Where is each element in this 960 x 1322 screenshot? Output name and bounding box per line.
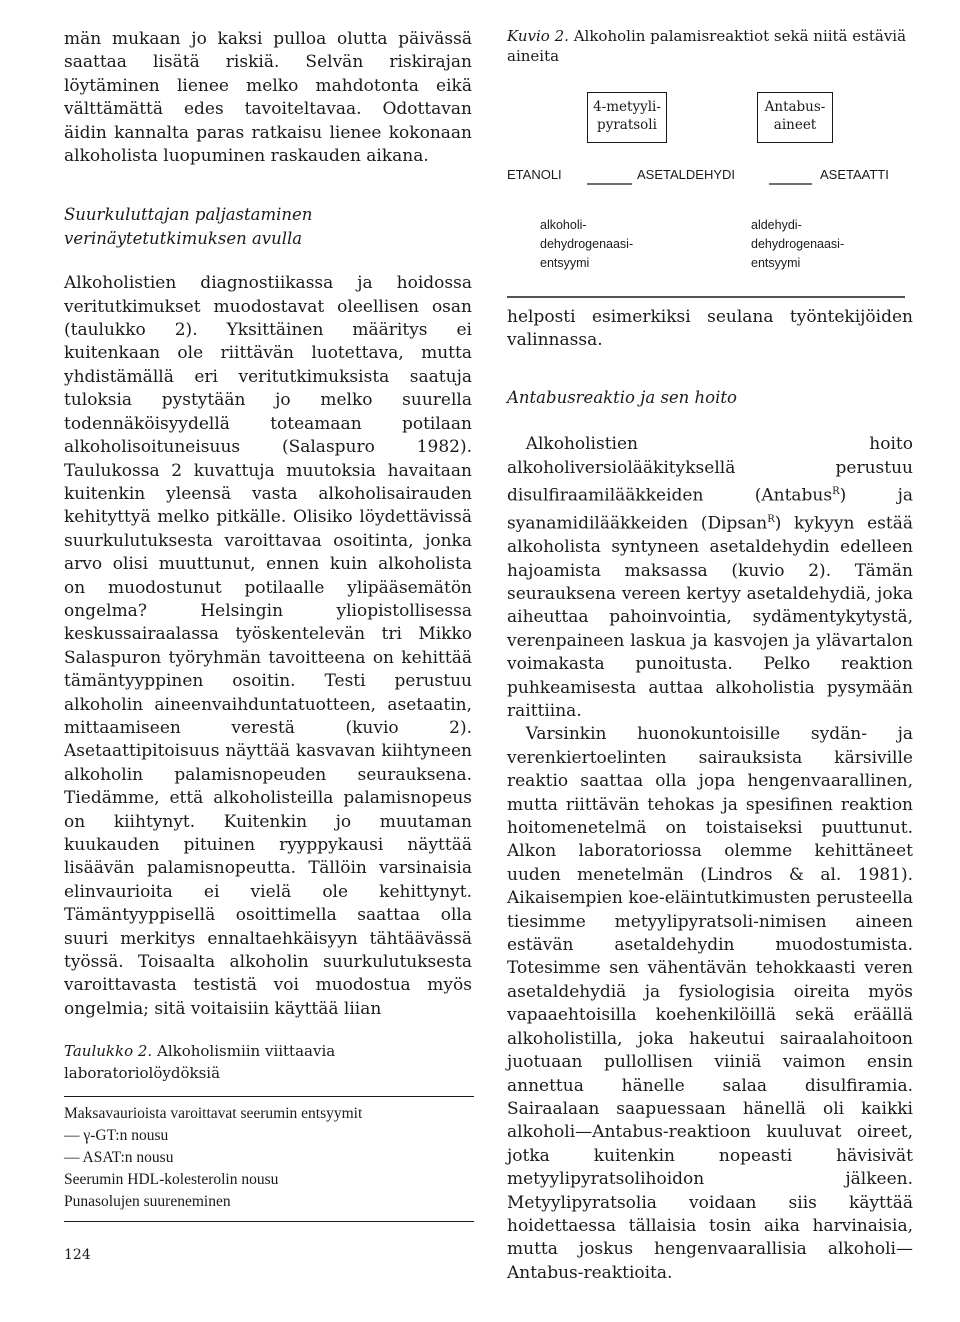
table-body	[64, 1097, 474, 1221]
enzyme-2-line-1: aldehydi-	[751, 218, 802, 232]
table-caption-text: Alkoholismiin viittaavia laboratoriolöydöksiä	[64, 1042, 336, 1082]
main-text: Alkoholistien diagnostiikassa ja hoidossa veritutkimukset muodostavat oleellisen osan (taulukko 2). Yksittäinen määritys ei kuitenkaan ole riittävän luotettava, mutta yhdistämällä eri veritutkimuksista saatuja tuloksia pystytään jo melko suurella todennäköisyydellä toteamaan potilaan alkoholisoituneisuus (Salaspuro 1982). Taulukossa 2 kuvattuja muutoksia havaitaan kuitenkin yleensä vasta alkoholisairauden kehityttyä melko pitkälle. Olisiko löydettävissä suurkulutuksesta varoittavaa osoitinta, jonka arvo olisi muuttunut, ennen kuin alkoholista on muodostunut potilaalle ylipääsemätön ongelma? Helsingin yliopistollisessa keskussairaalassa työskentelevän tri Mikko Salaspuron työryhmän tavoitteena on kehittää tämäntyyppinen osoitin. Testi perustuu alkoholin aineenvaihduntatuotteen, asetaatin, mittaamiseen verestä (kuvio 2). Asetaattipitoisuus näyttää kasvavan kiihtyneen alkoholin palamisnopeuden seurauksena. Tiedämme, että alkoholisteilla palamisnopeus on kiihtynyt. Kuitenkin jo muutaman kuukauden pituinen ryyppykausi näyttää lisäävän palamisnopeutta. Tällöin varsinaisia elinvaurioita ei vielä ole kehittynyt. Tämäntyyppisellä osoittimella saattaa olla suuri merkitys ennaltaehkäisyyn tähtäävässä työssä. Toisaalta alkoholin suurkulutuksesta varoittavasta testistä voi muodostua myös ongelmia; sitä voitaisiin käyttää liian	[64, 273, 472, 1019]
section-heading-line-1: Suurkuluttajan paljastaminen	[64, 205, 313, 225]
antabus-section	[507, 433, 913, 1285]
table-row: Punasolujen suureneminen	[64, 1193, 231, 1210]
continued-text: helposti esimerkiksi seulana työntekijöiden valinnassa.	[507, 307, 913, 351]
table-caption	[64, 1040, 474, 1084]
figure-label: Kuvio 2.	[507, 27, 569, 45]
antabus-heading: Antabusreaktio ja sen hoito	[507, 387, 737, 407]
table-row: — ASAT:n nousu	[64, 1149, 174, 1166]
compound-acetate: ASETAATTI	[820, 167, 889, 182]
enzyme-1-line-2: dehydrogenaasi-	[540, 237, 634, 251]
left-column	[64, 28, 472, 1021]
enzyme-1-line-3: entsyymi	[540, 256, 590, 270]
page-number: 124	[64, 1247, 91, 1263]
inhibitor-1-line-1: 4-metyyli-	[593, 99, 661, 115]
continued-paragraph	[507, 306, 913, 353]
main-paragraph	[64, 272, 472, 1021]
registered-mark-1: R	[832, 486, 840, 498]
right-column	[507, 306, 913, 1285]
figure-caption-text: Alkoholin palamisreaktiot sekä niitä estäviä aineita	[507, 27, 907, 65]
antabus-p1-part-a: Alkoholistien hoito alkoholiversiolääkityksellä perustuu disulfiraamilääkkeiden (Antabus	[507, 434, 913, 506]
registered-mark-2: R	[767, 514, 775, 526]
intro-text: män mukaan jo kaksi pulloa olutta päivässä saattaa lisätä riskiä. Selvän riskirajan löytäminen lienee melko mahdotonta eikä välttämättä edes tavoiteltavaa. Odottavan äidin kannalta paras ratkaisu lienee kokonaan alkoholista luopuminen raskauden aikana.	[64, 29, 472, 167]
enzyme-alcohol-dehydrogenase	[540, 216, 633, 273]
compound-acetaldehyde: ASETALDEHYDI	[637, 167, 736, 182]
enzyme-2-line-2: dehydrogenaasi-	[751, 237, 845, 251]
table-row: — γ-GT:n nousu	[64, 1127, 169, 1144]
enzyme-1-line-1: alkoholi-	[540, 218, 587, 232]
figure-2	[507, 26, 913, 301]
table-bottom-rule	[64, 1221, 474, 1222]
inhibitor-1-line-2: pyratsoli	[597, 117, 657, 133]
antabus-paragraph-2: Varsinkin huonokuntoisille sydän- ja verenkiertoelinten sairauksista kärsiville reaktio saattaa olla jopa hengenvaarallinen, mutta riittävän tehokas ja spesifinen reaktion hoitomenetelmä on toistaiseksi puuttunut. Alkon laboratoriossa olemme kehittäneet uuden menetelmän (Lindros & al. 1981). Aikaisempien koe-eläintutkimusten perusteella tiesimme metyylipyratsoli-nimisen aineen estävän asetaldehydin muodostumista. Totesimme sen vähentävän tehokkaasti veren asetaldehydiä ja fysiologisia oireita myös vapaaehtoisilla koehenkilöillä sekä eräällä alkoholistilla, joka hakeutui sairaalahoitoon juotuaan pullollisen viiniä vaimon ensin annettua hänelle salaa disulfiramia. Sairaalaan saapuessaan hänellä oli kaikki alkoholi—Antabus-reaktioon kuuluvat oireet, jotka kuitenkin nopeasti hävisivät metyylipyratsolihoidon jälkeen. Metyylipyratsolia voidaan siis käyttää hoidettaessa tällaisia tosin aika harvinaisia, mutta joskus hengenvaarallisia alkoholi—Antabus-reaktioita.	[507, 724, 913, 1283]
enzyme-aldehyde-dehydrogenase	[751, 216, 844, 273]
antabus-p1-part-c: ) kykyyn estää alkoholista syntyneen asetaldehydin edelleen hajoamista maksassa (kuvio 2). Tämän seurauksena vereen kertyy asetaldehydiä, joka aiheuttaa pahoinvointia, sydämentykytystä, verenpaineen laskua ja kasvojen ja ylävartalon voimakasta punoitusta. Pelko reaktion puhkeamisesta auttaa alkoholistia pysymään raittiina.	[507, 513, 913, 721]
inhibitor-box-methylpyrazole	[587, 92, 667, 143]
inhibitor-2-line-2: aineet	[773, 117, 817, 133]
section-heading	[64, 203, 472, 250]
table-row: Maksavaurioista varoittavat seerumin entsyymit	[64, 1105, 363, 1122]
intro-paragraph	[64, 28, 472, 168]
table-row: Seerumin HDL-kolesterolin nousu	[64, 1171, 279, 1188]
antabus-paragraph-1	[507, 433, 913, 723]
table-label: Taulukko 2.	[64, 1042, 153, 1060]
enzyme-2-line-3: entsyymi	[751, 256, 801, 270]
antabus-p1-part-b: ) ja syanamidilääkkeiden (Dipsan	[507, 485, 913, 534]
inhibitor-box-antabus	[757, 92, 833, 143]
inhibitor-2-line-1: Antabus-	[764, 99, 826, 115]
section-heading-line-2: verinäytetutkimuksen avulla	[64, 228, 303, 248]
compound-ethanol: ETANOLI	[507, 167, 562, 182]
table-2	[64, 1040, 474, 1222]
